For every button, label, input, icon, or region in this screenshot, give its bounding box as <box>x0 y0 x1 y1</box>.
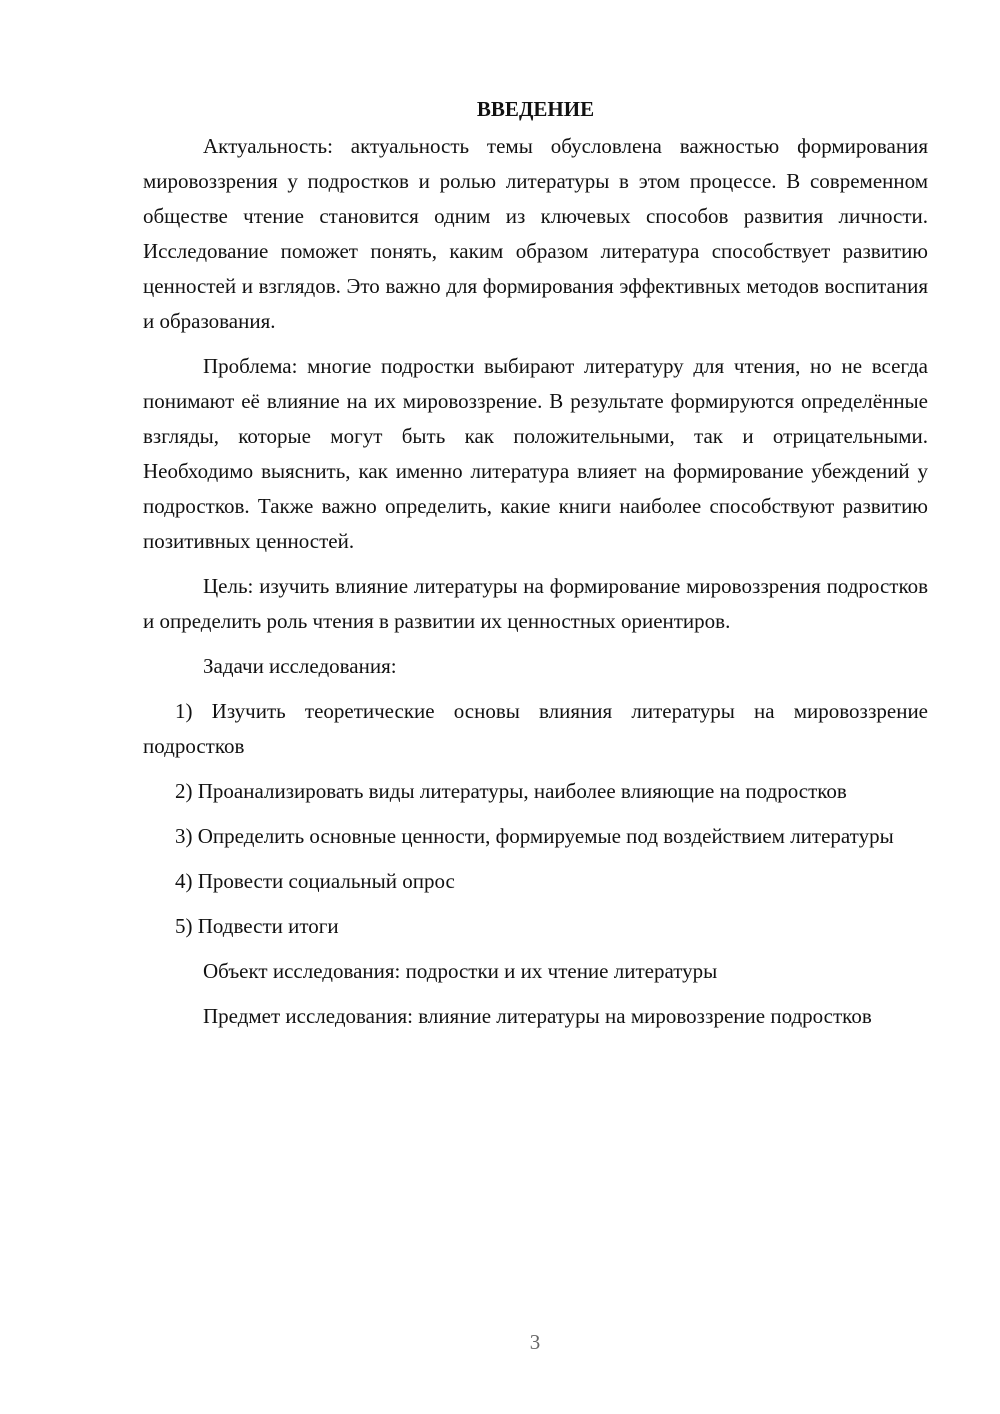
document-page <box>143 92 928 1044</box>
list-item: 1) Изучить теоретические основы влияния литературы на мировоззрение подростков <box>143 699 928 758</box>
paragraph-subject: Предмет исследования: влияние литературы на мировоззрение подростков <box>203 1004 872 1028</box>
list-item: 5) Подвести итоги <box>175 914 339 938</box>
paragraph-relevance: Актуальность: актуальность темы обусловлена важностью формирования мировоззрения у подростков и ролью литературы в этом процессе. В современном обществе чтение становится одним из ключевых способов развития личности. Исследование поможет понять, каким образом литература способствует развитию ценностей и взглядов. Это важно для формирования эффективных методов воспитания и образования. <box>143 134 928 333</box>
paragraph-object: Объект исследования: подростки и их чтение литературы <box>203 959 718 983</box>
section-title: ВВЕДЕНИЕ <box>476 97 595 121</box>
list-item: 3) Определить основные ценности, формируемые под воздействием литературы <box>175 824 894 848</box>
list-item: 4) Провести социальный опрос <box>175 869 455 893</box>
paragraph-problem: Проблема: многие подростки выбирают литературу для чтения, но не всегда понимают её влияние на их мировоззрение. В результате формируются определённые взгляды, которые могут быть как положительными, так и отрицательными. Необходимо выяснить, как именно литература влияет на формирование убеждений у подростков. Также важно определить, какие книги наиболее способствуют развитию позитивных ценностей. <box>143 354 928 553</box>
page-number: 3 <box>529 1330 541 1354</box>
paragraph-tasks-heading: Задачи исследования: <box>203 654 397 678</box>
list-item: 2) Проанализировать виды литературы, наиболее влияющие на подростков <box>175 779 847 803</box>
tasks-list <box>143 694 928 944</box>
paragraph-goal: Цель: изучить влияние литературы на формирование мировоззрения подростков и определить роль чтения в развитии их ценностных ориентиров. <box>143 574 928 633</box>
